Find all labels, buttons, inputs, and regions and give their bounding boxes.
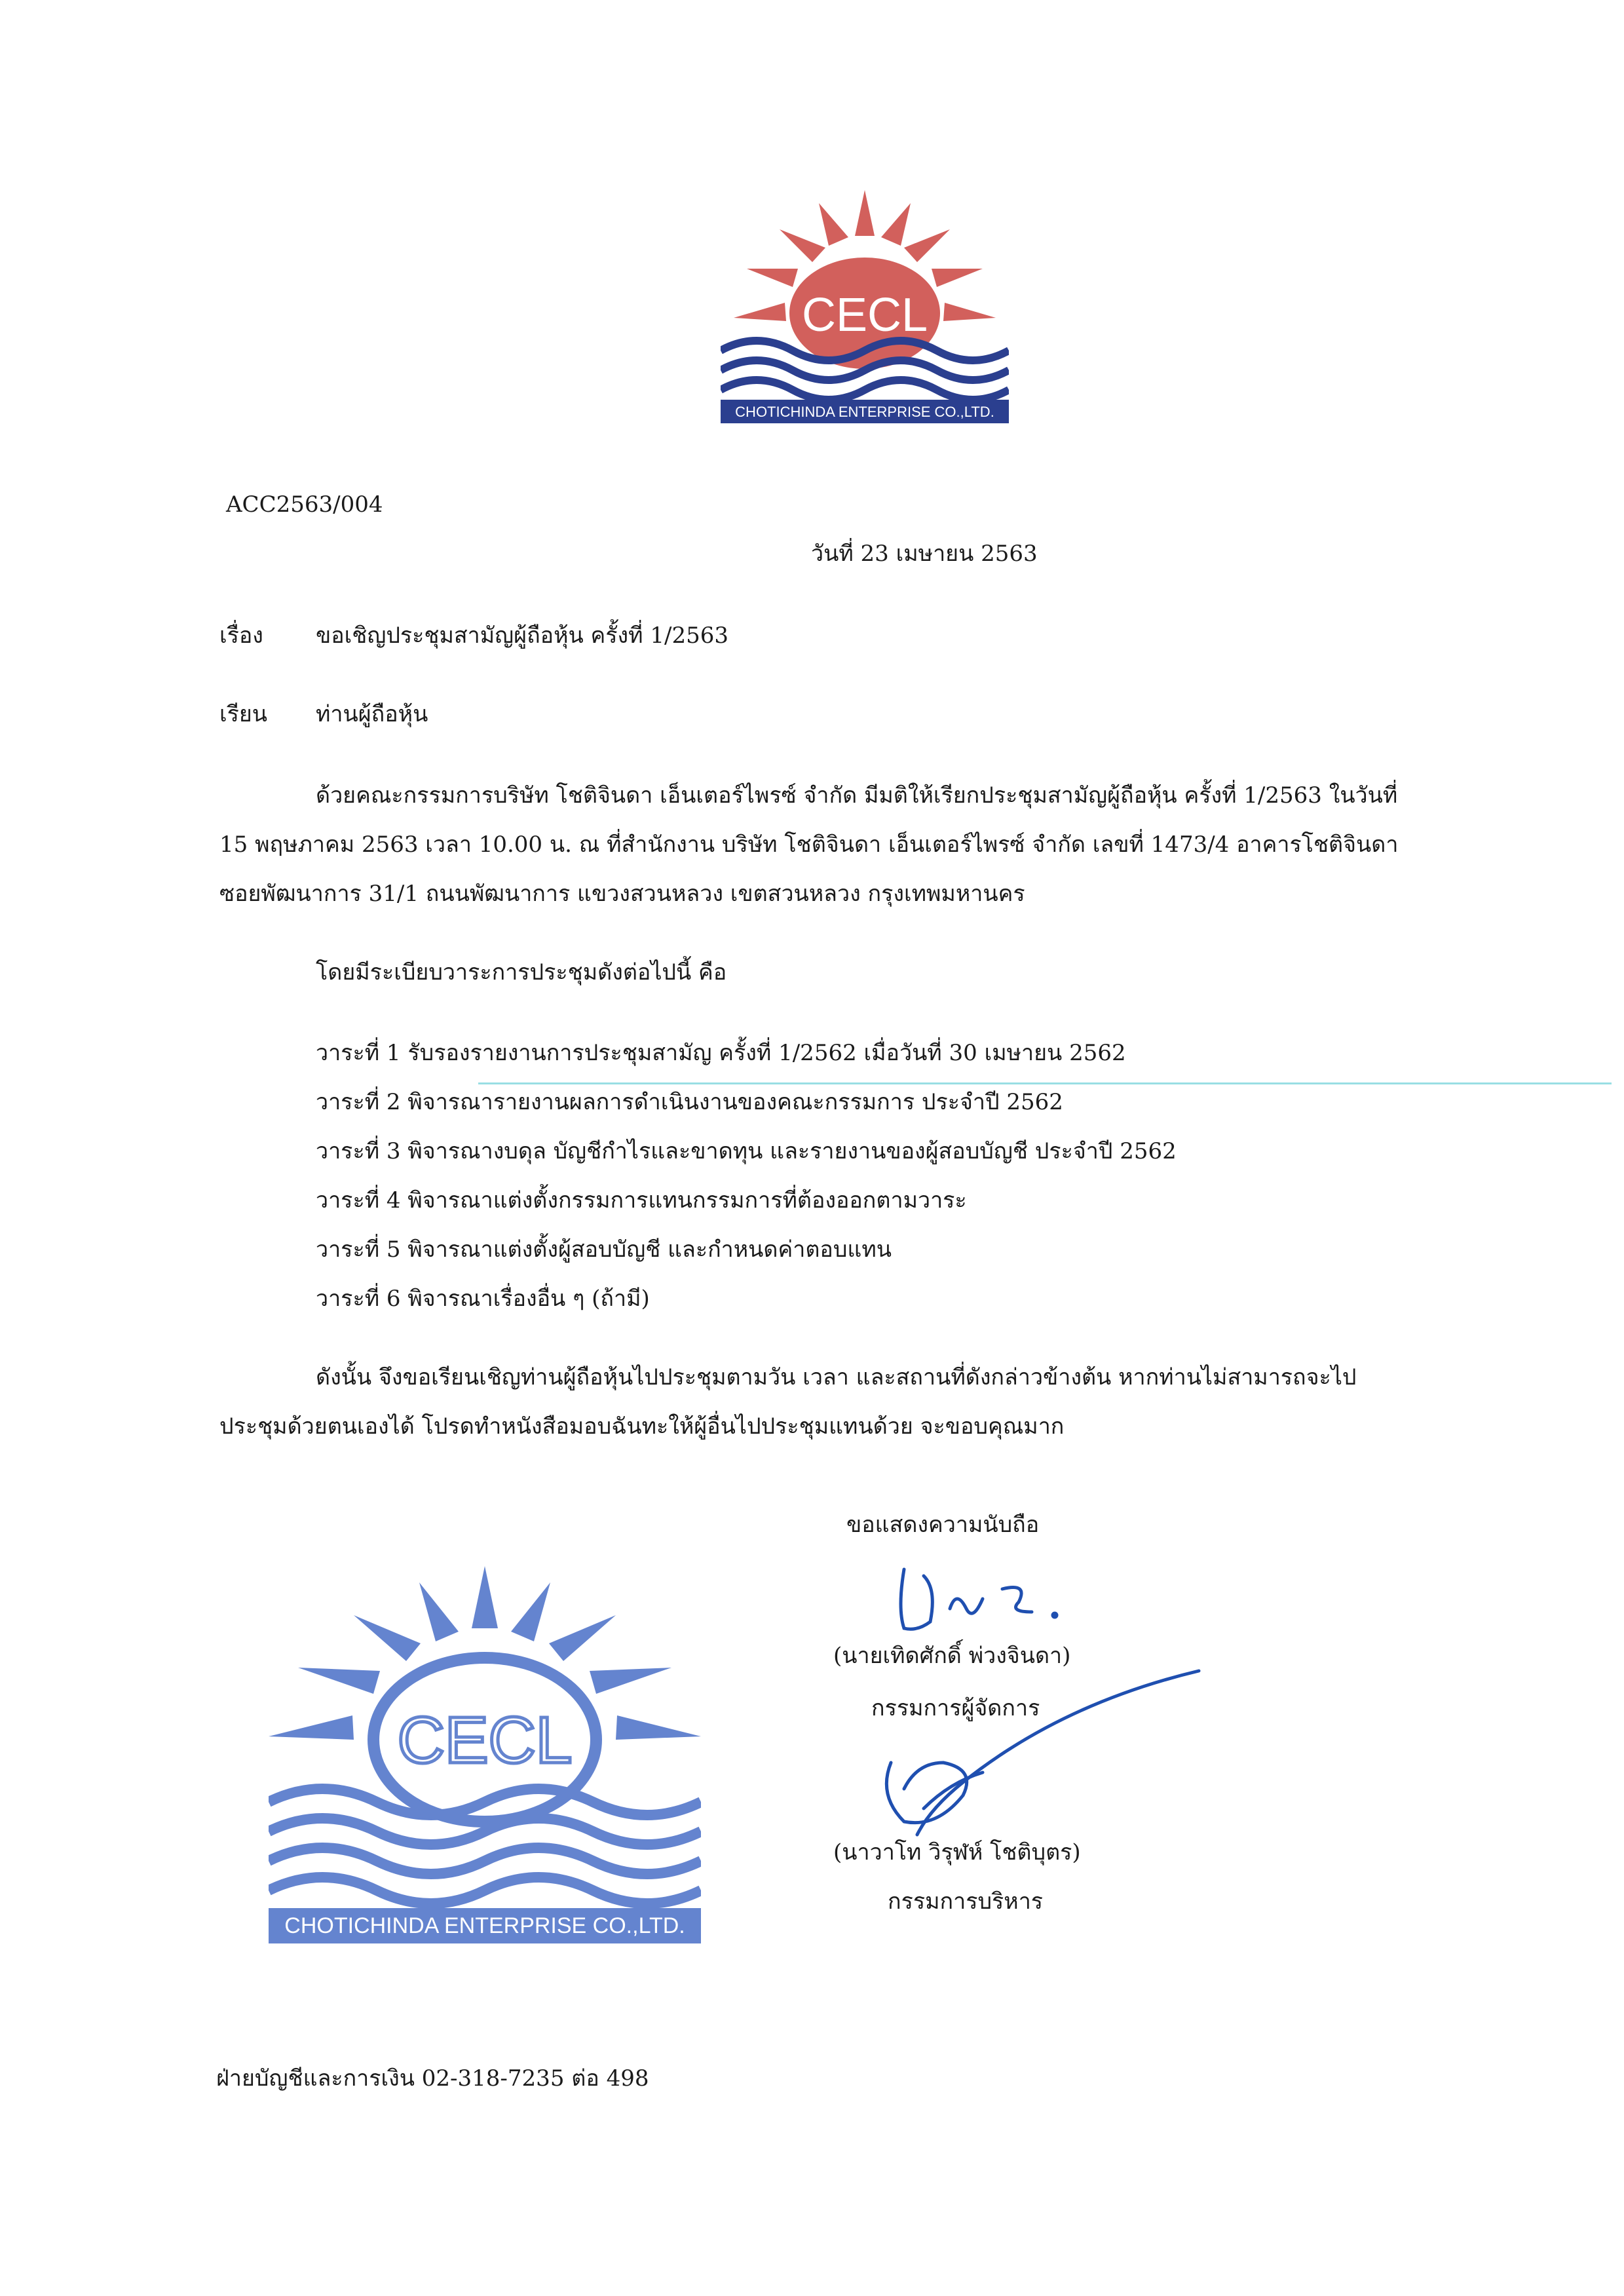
logo-company-name: CHOTICHINDA ENTERPRISE CO.,LTD. (735, 404, 994, 420)
recipient-text: ท่านผู้ถือหุ้น (316, 701, 428, 727)
letter-date: วันที่ 23 เมษายน 2563 (811, 541, 1038, 567)
agenda-item: วาระที่ 4 พิจารณาแต่งตั้งกรรมการแทนกรรมการที่ต้องออกตามวาระ (316, 1187, 967, 1214)
recipient-label: เรียน (219, 701, 268, 727)
agenda-intro: โดยมีระเบียบวาระการประชุมดังต่อไปนี้ คือ (316, 959, 727, 985)
body-paragraph-line: ด้วยคณะกรรมการบริษัท โชติจินดา เอ็นเตอร์ไพรซ์ จำกัด มีมติให้เรียกประชุมสามัญผู้ถือหุ้น ครั้งที่ 1/2563 ในวันที่ (316, 782, 1398, 809)
closing-line: ประชุมด้วยตนเองได้ โปรดทำหนังสือมอบฉันทะให้ผู้อื่นไปประชุมแทนด้วย จะขอบคุณมาก (219, 1413, 1065, 1440)
company-logo (721, 190, 1009, 426)
body-paragraph-line: 15 พฤษภาคม 2563 เวลา 10.00 น. ณ ที่สำนักงาน บริษัท โชติจินดา เอ็นเตอร์ไพรซ์ จำกัด เลขที่ 1473/4 อาคารโชติจินดา (219, 832, 1399, 858)
subject-label: เรื่อง (219, 622, 263, 649)
subject-text: ขอเชิญประชุมสามัญผู้ถือหุ้น ครั้งที่ 1/2563 (316, 622, 728, 649)
waves-icon (721, 341, 1009, 400)
signer-1-name: (นายเทิดศักดิ์ พ่วงจินดา) (833, 1643, 1071, 1669)
agenda-item: วาระที่ 1 รับรองรายงานการประชุมสามัญ ครั้งที่ 1/2562 เมื่อวันที่ 30 เมษายน 2562 (316, 1040, 1126, 1066)
company-stamp (269, 1566, 701, 1946)
reference-number: ACC2563/004 (226, 491, 383, 518)
signer-2-name: (นาวาโท วิรุฬห์ โชติบุตร) (833, 1839, 1081, 1866)
signature-2-icon (865, 1664, 1205, 1861)
footer-contact: ฝ่ายบัญชีและการเงิน 02-318-7235 ต่อ 498 (216, 2065, 649, 2092)
agenda-item: วาระที่ 2 พิจารณารายงานผลการดำเนินงานของคณะกรรมการ ประจำปี 2562 (316, 1089, 1063, 1115)
agenda-item: วาระที่ 6 พิจารณาเรื่องอื่น ๆ (ถ้ามี) (316, 1286, 650, 1312)
agenda-item: วาระที่ 5 พิจารณาแต่งตั้งผู้สอบบัญชี และกำหนดค่าตอบแทน (316, 1236, 892, 1263)
regards-text: ขอแสดงความนับถือ (846, 1512, 1040, 1538)
logo-text: CECL (801, 289, 928, 341)
stamp-waves-icon (269, 1789, 701, 1904)
scan-artifact-line (478, 1082, 1612, 1084)
closing-line: ดังนั้น จึงขอเรียนเชิญท่านผู้ถือหุ้นไปประชุมตามวัน เวลา และสถานที่ดังกล่าวข้างต้น หากท่านไม่สามารถจะไป (316, 1364, 1357, 1390)
body-paragraph-line: ซอยพัฒนาการ 31/1 ถนนพัฒนาการ แขวงสวนหลวง เขตสวนหลวง กรุงเทพมหานคร (219, 881, 1025, 907)
stamp-company-name: CHOTICHINDA ENTERPRISE CO.,LTD. (284, 1913, 685, 1938)
signer-2-title: กรรมการบริหาร (888, 1888, 1044, 1915)
signature-1-icon (878, 1550, 1101, 1641)
stamp-text: CECL (397, 1704, 573, 1777)
agenda-item: วาระที่ 3 พิจารณางบดุล บัญชีกำไรและขาดทุน และรายงานของผู้สอบบัญชี ประจำปี 2562 (316, 1138, 1177, 1164)
signer-1-title: กรรมการผู้จัดการ (871, 1695, 1040, 1721)
